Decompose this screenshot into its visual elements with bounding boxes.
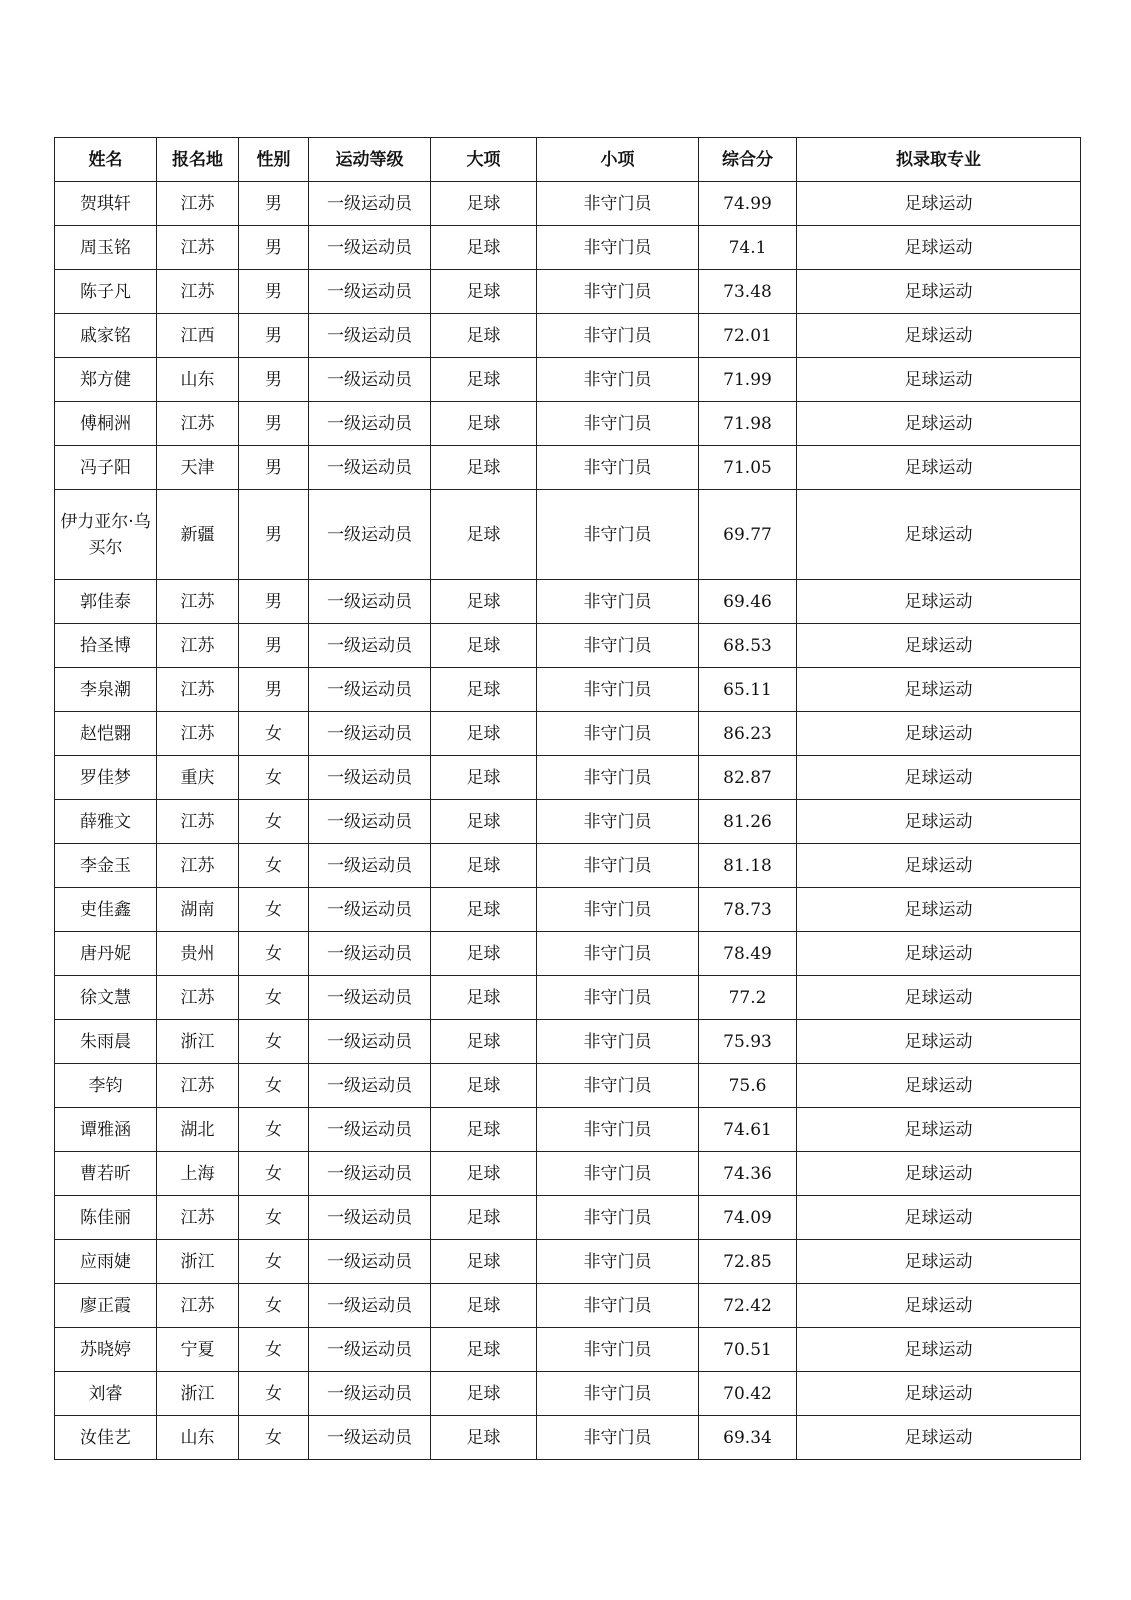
cell-gender: 女	[239, 1196, 309, 1240]
cell-name: 傅桐洲	[55, 402, 157, 446]
cell-event: 非守门员	[537, 1064, 699, 1108]
cell-athlete-level: 一级运动员	[309, 358, 431, 402]
table-row	[55, 624, 1081, 668]
cell-total-score: 72.85	[699, 1240, 797, 1284]
cell-sport: 足球	[431, 624, 537, 668]
cell-event: 非守门员	[537, 314, 699, 358]
table-row	[55, 932, 1081, 976]
table-row	[55, 1152, 1081, 1196]
cell-region: 江苏	[157, 844, 239, 888]
cell-sport: 足球	[431, 402, 537, 446]
cell-major: 足球运动	[797, 1108, 1081, 1152]
cell-major: 足球运动	[797, 976, 1081, 1020]
cell-athlete-level: 一级运动员	[309, 1328, 431, 1372]
cell-gender: 女	[239, 976, 309, 1020]
cell-total-score: 70.51	[699, 1328, 797, 1372]
cell-region: 江苏	[157, 1064, 239, 1108]
table-row	[55, 1020, 1081, 1064]
cell-event: 非守门员	[537, 1284, 699, 1328]
cell-sport: 足球	[431, 358, 537, 402]
cell-name: 苏晓婷	[55, 1328, 157, 1372]
cell-total-score: 71.05	[699, 446, 797, 490]
cell-region: 浙江	[157, 1372, 239, 1416]
cell-athlete-level: 一级运动员	[309, 580, 431, 624]
cell-region: 天津	[157, 446, 239, 490]
table-row	[55, 668, 1081, 712]
cell-name: 罗佳梦	[55, 756, 157, 800]
cell-total-score: 72.42	[699, 1284, 797, 1328]
table-row	[55, 1372, 1081, 1416]
cell-region: 江苏	[157, 226, 239, 270]
cell-total-score: 72.01	[699, 314, 797, 358]
cell-total-score: 69.46	[699, 580, 797, 624]
cell-athlete-level: 一级运动员	[309, 314, 431, 358]
table-row	[55, 1196, 1081, 1240]
cell-athlete-level: 一级运动员	[309, 932, 431, 976]
table-row	[55, 1108, 1081, 1152]
cell-region: 江苏	[157, 1284, 239, 1328]
cell-major: 足球运动	[797, 888, 1081, 932]
cell-athlete-level: 一级运动员	[309, 668, 431, 712]
cell-region: 江苏	[157, 402, 239, 446]
cell-region: 上海	[157, 1152, 239, 1196]
cell-athlete-level: 一级运动员	[309, 1284, 431, 1328]
header-region: 报名地	[157, 138, 239, 182]
cell-sport: 足球	[431, 446, 537, 490]
cell-gender: 女	[239, 1064, 309, 1108]
table-row	[55, 1416, 1081, 1460]
cell-total-score: 81.18	[699, 844, 797, 888]
cell-sport: 足球	[431, 1372, 537, 1416]
cell-major: 足球运动	[797, 1372, 1081, 1416]
cell-major: 足球运动	[797, 932, 1081, 976]
cell-region: 浙江	[157, 1240, 239, 1284]
table-row	[55, 446, 1081, 490]
table-row	[55, 182, 1081, 226]
cell-region: 江苏	[157, 182, 239, 226]
cell-name: 刘睿	[55, 1372, 157, 1416]
cell-athlete-level: 一级运动员	[309, 624, 431, 668]
cell-sport: 足球	[431, 490, 537, 580]
cell-gender: 女	[239, 844, 309, 888]
table-row	[55, 226, 1081, 270]
cell-event: 非守门员	[537, 976, 699, 1020]
table-row	[55, 712, 1081, 756]
cell-name: 陈子凡	[55, 270, 157, 314]
cell-sport: 足球	[431, 1284, 537, 1328]
header-gender: 性别	[239, 138, 309, 182]
cell-event: 非守门员	[537, 402, 699, 446]
cell-gender: 女	[239, 1328, 309, 1372]
cell-total-score: 78.49	[699, 932, 797, 976]
cell-sport: 足球	[431, 932, 537, 976]
cell-gender: 女	[239, 1284, 309, 1328]
cell-gender: 女	[239, 1020, 309, 1064]
header-athlete-level: 运动等级	[309, 138, 431, 182]
cell-sport: 足球	[431, 888, 537, 932]
cell-gender: 女	[239, 1240, 309, 1284]
cell-event: 非守门员	[537, 888, 699, 932]
table-body	[55, 182, 1081, 1460]
cell-name: 徐文慧	[55, 976, 157, 1020]
table-row	[55, 976, 1081, 1020]
cell-athlete-level: 一级运动员	[309, 756, 431, 800]
cell-total-score: 77.2	[699, 976, 797, 1020]
cell-name: 薛雅文	[55, 800, 157, 844]
cell-event: 非守门员	[537, 844, 699, 888]
cell-event: 非守门员	[537, 1240, 699, 1284]
cell-total-score: 71.98	[699, 402, 797, 446]
cell-major: 足球运动	[797, 490, 1081, 580]
cell-gender: 女	[239, 1152, 309, 1196]
cell-major: 足球运动	[797, 1328, 1081, 1372]
cell-name: 拾圣博	[55, 624, 157, 668]
cell-gender: 男	[239, 490, 309, 580]
cell-major: 足球运动	[797, 226, 1081, 270]
cell-gender: 男	[239, 314, 309, 358]
cell-major: 足球运动	[797, 712, 1081, 756]
cell-gender: 男	[239, 668, 309, 712]
cell-total-score: 81.26	[699, 800, 797, 844]
cell-event: 非守门员	[537, 932, 699, 976]
cell-name: 郑方健	[55, 358, 157, 402]
cell-major: 足球运动	[797, 314, 1081, 358]
cell-region: 贵州	[157, 932, 239, 976]
cell-event: 非守门员	[537, 580, 699, 624]
cell-major: 足球运动	[797, 1064, 1081, 1108]
cell-name: 陈佳丽	[55, 1196, 157, 1240]
cell-major: 足球运动	[797, 1020, 1081, 1064]
cell-region: 湖南	[157, 888, 239, 932]
cell-name: 冯子阳	[55, 446, 157, 490]
cell-region: 江苏	[157, 976, 239, 1020]
cell-athlete-level: 一级运动员	[309, 226, 431, 270]
cell-event: 非守门员	[537, 182, 699, 226]
header-total-score: 综合分	[699, 138, 797, 182]
cell-region: 重庆	[157, 756, 239, 800]
table-row	[55, 756, 1081, 800]
cell-athlete-level: 一级运动员	[309, 446, 431, 490]
cell-total-score: 74.36	[699, 1152, 797, 1196]
cell-sport: 足球	[431, 1064, 537, 1108]
cell-athlete-level: 一级运动员	[309, 712, 431, 756]
cell-gender: 男	[239, 580, 309, 624]
cell-gender: 女	[239, 712, 309, 756]
cell-sport: 足球	[431, 800, 537, 844]
table-row	[55, 844, 1081, 888]
cell-gender: 男	[239, 624, 309, 668]
cell-name: 应雨婕	[55, 1240, 157, 1284]
cell-athlete-level: 一级运动员	[309, 182, 431, 226]
cell-sport: 足球	[431, 580, 537, 624]
cell-gender: 女	[239, 1372, 309, 1416]
cell-sport: 足球	[431, 1196, 537, 1240]
cell-athlete-level: 一级运动员	[309, 490, 431, 580]
cell-major: 足球运动	[797, 668, 1081, 712]
cell-total-score: 75.6	[699, 1064, 797, 1108]
admission-table	[54, 137, 1081, 1460]
cell-name: 郭佳泰	[55, 580, 157, 624]
cell-total-score: 69.77	[699, 490, 797, 580]
cell-major: 足球运动	[797, 446, 1081, 490]
cell-gender: 女	[239, 888, 309, 932]
cell-major: 足球运动	[797, 756, 1081, 800]
cell-major: 足球运动	[797, 1196, 1081, 1240]
cell-event: 非守门员	[537, 800, 699, 844]
cell-sport: 足球	[431, 1416, 537, 1460]
table-row	[55, 800, 1081, 844]
cell-name: 朱雨晨	[55, 1020, 157, 1064]
cell-name: 贺琪轩	[55, 182, 157, 226]
cell-sport: 足球	[431, 976, 537, 1020]
cell-event: 非守门员	[537, 1196, 699, 1240]
header-major: 拟录取专业	[797, 138, 1081, 182]
cell-total-score: 74.09	[699, 1196, 797, 1240]
cell-gender: 男	[239, 402, 309, 446]
cell-sport: 足球	[431, 182, 537, 226]
cell-event: 非守门员	[537, 226, 699, 270]
cell-gender: 女	[239, 756, 309, 800]
table-row	[55, 314, 1081, 358]
cell-region: 山东	[157, 358, 239, 402]
cell-major: 足球运动	[797, 1240, 1081, 1284]
cell-athlete-level: 一级运动员	[309, 270, 431, 314]
cell-major: 足球运动	[797, 800, 1081, 844]
cell-sport: 足球	[431, 668, 537, 712]
cell-name: 李泉潮	[55, 668, 157, 712]
table-row	[55, 270, 1081, 314]
cell-sport: 足球	[431, 1328, 537, 1372]
cell-gender: 男	[239, 270, 309, 314]
cell-event: 非守门员	[537, 490, 699, 580]
cell-athlete-level: 一级运动员	[309, 1020, 431, 1064]
cell-sport: 足球	[431, 712, 537, 756]
cell-name: 谭雅涵	[55, 1108, 157, 1152]
cell-region: 江苏	[157, 1196, 239, 1240]
cell-total-score: 70.42	[699, 1372, 797, 1416]
header-event: 小项	[537, 138, 699, 182]
cell-major: 足球运动	[797, 1152, 1081, 1196]
cell-major: 足球运动	[797, 580, 1081, 624]
cell-region: 江苏	[157, 712, 239, 756]
cell-name: 汝佳艺	[55, 1416, 157, 1460]
cell-total-score: 65.11	[699, 668, 797, 712]
cell-event: 非守门员	[537, 446, 699, 490]
cell-total-score: 68.53	[699, 624, 797, 668]
cell-major: 足球运动	[797, 1284, 1081, 1328]
cell-sport: 足球	[431, 1020, 537, 1064]
header-name: 姓名	[55, 138, 157, 182]
cell-name: 曹若昕	[55, 1152, 157, 1196]
table-row	[55, 490, 1081, 580]
cell-region: 新疆	[157, 490, 239, 580]
cell-region: 江苏	[157, 668, 239, 712]
cell-name: 唐丹妮	[55, 932, 157, 976]
cell-event: 非守门员	[537, 1416, 699, 1460]
cell-event: 非守门员	[537, 1152, 699, 1196]
cell-sport: 足球	[431, 226, 537, 270]
cell-gender: 女	[239, 800, 309, 844]
cell-total-score: 74.1	[699, 226, 797, 270]
cell-total-score: 73.48	[699, 270, 797, 314]
cell-sport: 足球	[431, 756, 537, 800]
cell-total-score: 74.99	[699, 182, 797, 226]
cell-event: 非守门员	[537, 712, 699, 756]
cell-region: 江苏	[157, 624, 239, 668]
cell-name: 周玉铭	[55, 226, 157, 270]
table-row	[55, 888, 1081, 932]
cell-event: 非守门员	[537, 358, 699, 402]
cell-event: 非守门员	[537, 668, 699, 712]
cell-region: 江苏	[157, 270, 239, 314]
cell-athlete-level: 一级运动员	[309, 1372, 431, 1416]
cell-event: 非守门员	[537, 1328, 699, 1372]
cell-athlete-level: 一级运动员	[309, 976, 431, 1020]
cell-total-score: 86.23	[699, 712, 797, 756]
cell-gender: 男	[239, 182, 309, 226]
cell-gender: 女	[239, 1416, 309, 1460]
cell-event: 非守门员	[537, 624, 699, 668]
cell-major: 足球运动	[797, 270, 1081, 314]
cell-gender: 男	[239, 446, 309, 490]
cell-gender: 女	[239, 1108, 309, 1152]
cell-total-score: 69.34	[699, 1416, 797, 1460]
cell-major: 足球运动	[797, 1416, 1081, 1460]
cell-name: 吏佳鑫	[55, 888, 157, 932]
cell-athlete-level: 一级运动员	[309, 888, 431, 932]
cell-athlete-level: 一级运动员	[309, 1064, 431, 1108]
cell-athlete-level: 一级运动员	[309, 402, 431, 446]
cell-gender: 女	[239, 932, 309, 976]
table-row	[55, 580, 1081, 624]
header-sport: 大项	[431, 138, 537, 182]
cell-major: 足球运动	[797, 182, 1081, 226]
table-row	[55, 1240, 1081, 1284]
cell-sport: 足球	[431, 844, 537, 888]
table-header-row	[55, 138, 1081, 182]
cell-total-score: 71.99	[699, 358, 797, 402]
cell-athlete-level: 一级运动员	[309, 1152, 431, 1196]
cell-gender: 男	[239, 358, 309, 402]
table-row	[55, 402, 1081, 446]
cell-total-score: 78.73	[699, 888, 797, 932]
table-row	[55, 1064, 1081, 1108]
cell-athlete-level: 一级运动员	[309, 1416, 431, 1460]
cell-total-score: 74.61	[699, 1108, 797, 1152]
cell-region: 山东	[157, 1416, 239, 1460]
cell-total-score: 75.93	[699, 1020, 797, 1064]
cell-region: 江苏	[157, 800, 239, 844]
cell-total-score: 82.87	[699, 756, 797, 800]
cell-region: 浙江	[157, 1020, 239, 1064]
cell-athlete-level: 一级运动员	[309, 844, 431, 888]
cell-region: 湖北	[157, 1108, 239, 1152]
cell-event: 非守门员	[537, 1020, 699, 1064]
cell-athlete-level: 一级运动员	[309, 1108, 431, 1152]
cell-athlete-level: 一级运动员	[309, 1240, 431, 1284]
cell-event: 非守门员	[537, 270, 699, 314]
cell-sport: 足球	[431, 314, 537, 358]
cell-event: 非守门员	[537, 1108, 699, 1152]
cell-gender: 男	[239, 226, 309, 270]
cell-sport: 足球	[431, 1108, 537, 1152]
cell-name: 伊力亚尔·乌买尔	[55, 490, 157, 580]
table-row	[55, 1328, 1081, 1372]
cell-name: 戚家铭	[55, 314, 157, 358]
cell-event: 非守门员	[537, 756, 699, 800]
cell-major: 足球运动	[797, 402, 1081, 446]
cell-major: 足球运动	[797, 844, 1081, 888]
cell-major: 足球运动	[797, 624, 1081, 668]
cell-region: 宁夏	[157, 1328, 239, 1372]
cell-name: 李钧	[55, 1064, 157, 1108]
cell-event: 非守门员	[537, 1372, 699, 1416]
cell-sport: 足球	[431, 270, 537, 314]
cell-sport: 足球	[431, 1152, 537, 1196]
cell-athlete-level: 一级运动员	[309, 1196, 431, 1240]
cell-name: 李金玉	[55, 844, 157, 888]
cell-region: 江苏	[157, 580, 239, 624]
cell-name: 廖正霞	[55, 1284, 157, 1328]
table-row	[55, 358, 1081, 402]
cell-name: 赵恺翾	[55, 712, 157, 756]
cell-athlete-level: 一级运动员	[309, 800, 431, 844]
cell-major: 足球运动	[797, 358, 1081, 402]
cell-region: 江西	[157, 314, 239, 358]
table-row	[55, 1284, 1081, 1328]
cell-sport: 足球	[431, 1240, 537, 1284]
